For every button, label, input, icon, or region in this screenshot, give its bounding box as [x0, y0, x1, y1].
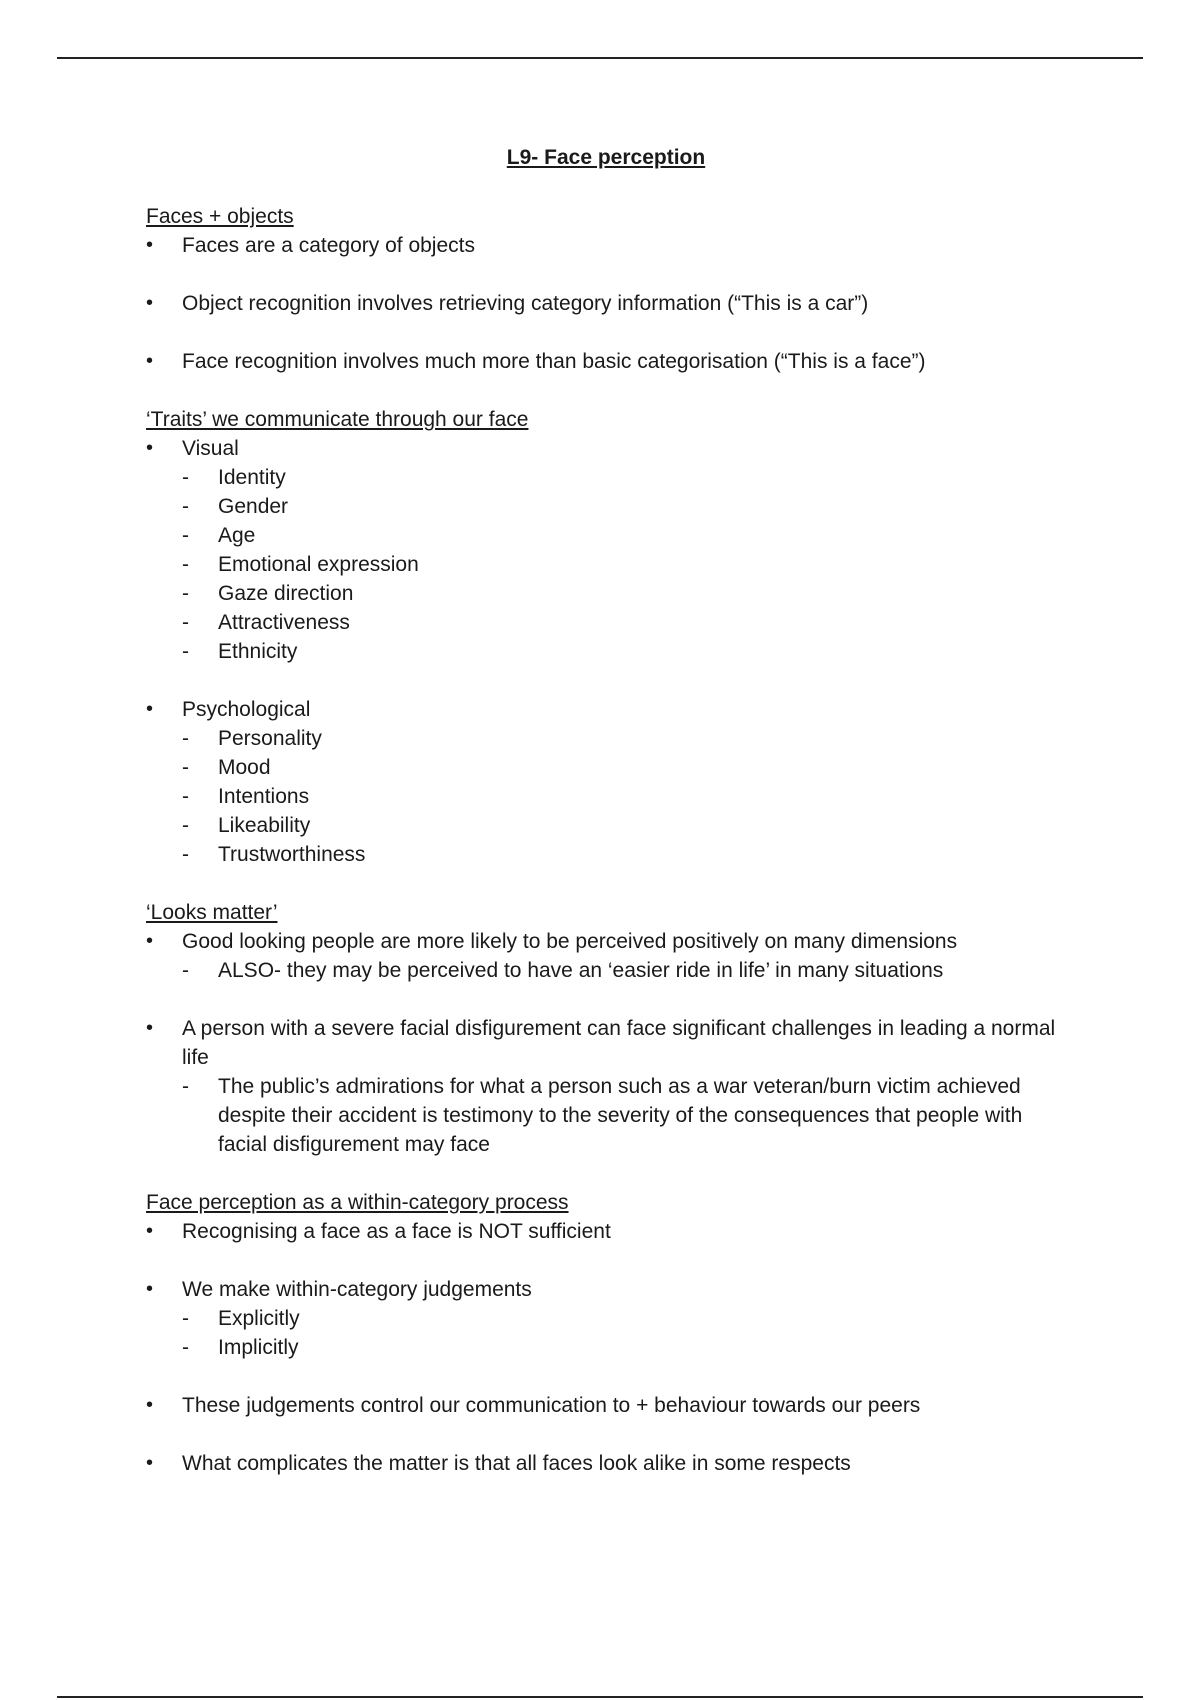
bullet-dot-icon: • — [146, 437, 154, 459]
document-title: L9- Face perception — [506, 146, 706, 169]
bullet-list — [146, 927, 1066, 1159]
dash-icon: - — [182, 466, 189, 489]
dash-icon: - — [182, 1307, 189, 1330]
bullet-dot-icon: • — [146, 350, 154, 372]
sub-item — [182, 1304, 1066, 1333]
dash-icon: - — [182, 495, 189, 518]
bullet-dot-icon: • — [146, 930, 154, 952]
dash-icon: - — [182, 785, 189, 808]
sub-item-text: Attractiveness — [218, 611, 350, 634]
section-heading: Face perception as a within-category process — [146, 1191, 569, 1214]
sub-item — [182, 782, 1066, 811]
sub-item — [182, 811, 1066, 840]
sub-item — [182, 521, 1066, 550]
bullet-text: Psychological — [182, 698, 311, 721]
sub-item — [182, 1072, 1066, 1159]
sub-item-text: The public’s admirations for what a person such as a war veteran/burn victim achieved despite their accident is testimony to the severity of the consequences that people with facial disfigurement may face — [218, 1075, 1023, 1156]
bullet-list — [146, 231, 1066, 376]
section — [146, 1188, 1066, 1478]
document-body — [146, 202, 1066, 1478]
bullet-item — [146, 1449, 1066, 1478]
dash-icon: - — [182, 1075, 189, 1098]
section — [146, 405, 1066, 869]
sub-item-text: Trustworthiness — [218, 843, 366, 866]
sub-item-text: Ethnicity — [218, 640, 298, 663]
header-rule — [57, 57, 1143, 59]
sub-item-text: Gaze direction — [218, 582, 354, 605]
sub-item — [182, 1333, 1066, 1362]
sub-list — [182, 956, 1066, 985]
bullet-list — [146, 434, 1066, 869]
bullet-dot-icon: • — [146, 1394, 154, 1416]
bullet-item — [146, 1391, 1066, 1420]
bullet-text: A person with a severe facial disfigurement can face significant challenges in leading a normal life — [182, 1017, 1056, 1069]
sub-item-text: Intentions — [218, 785, 310, 808]
bullet-text: Object recognition involves retrieving category information (“This is a car”) — [182, 292, 869, 315]
section — [146, 898, 1066, 1159]
sub-item — [182, 724, 1066, 753]
section — [146, 202, 1066, 376]
section-heading: Faces + objects — [146, 205, 294, 228]
dash-icon: - — [182, 814, 189, 837]
dash-icon: - — [182, 553, 189, 576]
dash-icon: - — [182, 524, 189, 547]
dash-icon: - — [182, 959, 189, 982]
sub-item-text: Age — [218, 524, 256, 547]
document-page — [146, 143, 1066, 1478]
sub-item-text: Likeability — [218, 814, 311, 837]
sub-item-text: Mood — [218, 756, 271, 779]
dash-icon: - — [182, 582, 189, 605]
bullet-text: These judgements control our communication to + behaviour towards our peers — [182, 1394, 921, 1417]
dash-icon: - — [182, 611, 189, 634]
sub-item — [182, 956, 1066, 985]
bullet-dot-icon: • — [146, 292, 154, 314]
sub-item-text: Personality — [218, 727, 322, 750]
bullet-item — [146, 1217, 1066, 1246]
sub-item — [182, 579, 1066, 608]
sub-item — [182, 840, 1066, 869]
bullet-item — [146, 289, 1066, 318]
bullet-dot-icon: • — [146, 234, 154, 256]
bullet-text: Recognising a face as a face is NOT sufficient — [182, 1220, 611, 1243]
dash-icon: - — [182, 843, 189, 866]
bullet-item — [146, 1014, 1066, 1159]
sub-item-text: Gender — [218, 495, 289, 518]
sub-item-text: Emotional expression — [218, 553, 419, 576]
section-heading: ‘Traits’ we communicate through our face — [146, 408, 529, 431]
footer-rule — [57, 1696, 1143, 1698]
bullet-item — [146, 434, 1066, 666]
bullet-dot-icon: • — [146, 1452, 154, 1474]
bullet-text: Faces are a category of objects — [182, 234, 475, 257]
sub-item-text: Explicitly — [218, 1307, 300, 1330]
bullet-dot-icon: • — [146, 1278, 154, 1300]
dash-icon: - — [182, 1336, 189, 1359]
sub-item — [182, 492, 1066, 521]
sub-item-text: Implicitly — [218, 1336, 299, 1359]
bullet-list — [146, 1217, 1066, 1478]
dash-icon: - — [182, 640, 189, 663]
sub-item-text: Identity — [218, 466, 286, 489]
sub-item-text: ALSO- they may be perceived to have an ‘easier ride in life’ in many situations — [218, 959, 944, 982]
bullet-item — [146, 927, 1066, 985]
bullet-item — [146, 1275, 1066, 1362]
bullet-text: What complicates the matter is that all faces look alike in some respects — [182, 1452, 851, 1475]
bullet-dot-icon: • — [146, 1017, 154, 1039]
sub-item — [182, 463, 1066, 492]
bullet-item — [146, 231, 1066, 260]
dash-icon: - — [182, 756, 189, 779]
bullet-item — [146, 347, 1066, 376]
dash-icon: - — [182, 727, 189, 750]
bullet-text: We make within-category judgements — [182, 1278, 532, 1301]
bullet-dot-icon: • — [146, 698, 154, 720]
bullet-text: Visual — [182, 437, 239, 460]
sub-item — [182, 753, 1066, 782]
sub-list — [182, 724, 1066, 869]
sub-list — [182, 463, 1066, 666]
sub-list — [182, 1072, 1066, 1159]
sub-list — [182, 1304, 1066, 1362]
bullet-item — [146, 695, 1066, 869]
sub-item — [182, 550, 1066, 579]
sub-item — [182, 637, 1066, 666]
sub-item — [182, 608, 1066, 637]
bullet-text: Face recognition involves much more than basic categorisation (“This is a face”) — [182, 350, 926, 373]
section-heading: ‘Looks matter’ — [146, 901, 278, 924]
bullet-dot-icon: • — [146, 1220, 154, 1242]
bullet-text: Good looking people are more likely to be perceived positively on many dimensions — [182, 930, 958, 953]
